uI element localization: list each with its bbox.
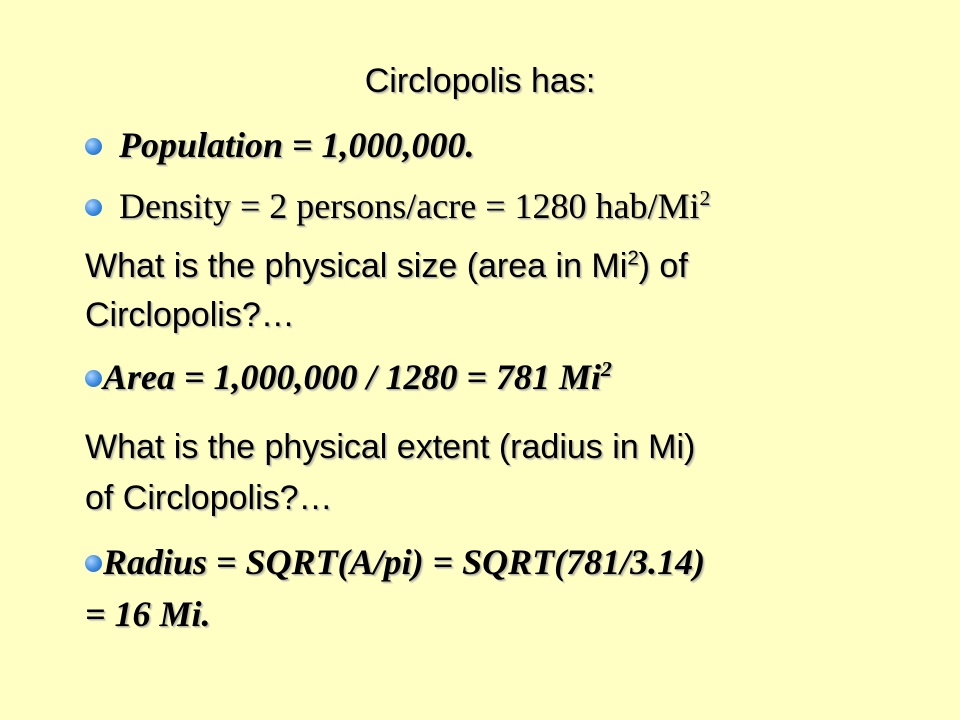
bullet-radius-line2: = 16 Mi. bbox=[85, 594, 211, 634]
slide-title: Circlopolis has: bbox=[364, 62, 596, 100]
superscript: 2 bbox=[601, 357, 612, 381]
question-area-text-b: ) of bbox=[638, 247, 688, 285]
question-area-line2: Circlopolis?… bbox=[85, 296, 295, 334]
bullet-density bbox=[119, 185, 710, 227]
bullet-area-text: Area = 1,000,000 / 1280 = 781 Mi bbox=[103, 357, 602, 397]
question-area-line1 bbox=[85, 247, 688, 286]
bullet-area bbox=[103, 356, 612, 398]
superscript: 2 bbox=[627, 247, 639, 270]
question-radius-line2: of Circlopolis?… bbox=[85, 479, 333, 517]
round-bullet-icon bbox=[85, 199, 102, 216]
round-bullet-icon bbox=[85, 555, 102, 572]
bullet-population: Population = 1,000,000. bbox=[119, 125, 475, 165]
question-radius-line1: What is the physical extent (radius in Mi) bbox=[85, 428, 696, 466]
round-bullet-icon bbox=[85, 138, 102, 155]
question-area-text-a: What is the physical size (area in Mi bbox=[85, 247, 628, 285]
superscript: 2 bbox=[699, 186, 711, 210]
bullet-density-text: Density = 2 persons/acre = 1280 hab/Mi bbox=[119, 186, 700, 226]
round-bullet-icon bbox=[85, 370, 102, 387]
bullet-radius-line1: Radius = SQRT(A/pi) = SQRT(781/3.14) bbox=[103, 542, 706, 582]
